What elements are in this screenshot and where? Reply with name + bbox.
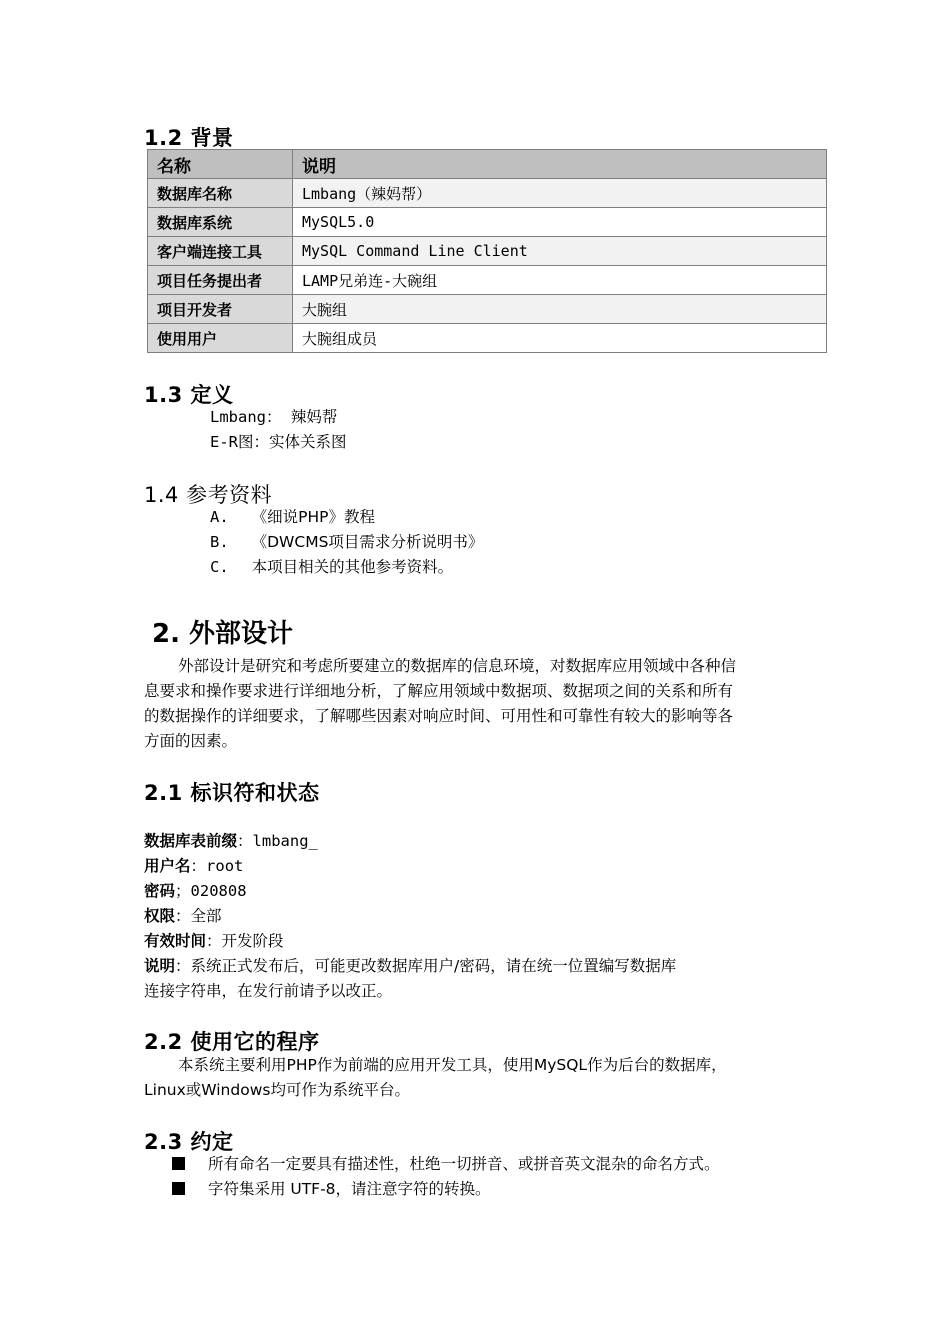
- section-heading-2-2: 2.2 使用它的程序: [144, 1030, 320, 1054]
- table-row: [148, 266, 827, 295]
- background-table: [147, 149, 827, 353]
- list-marker: B.: [210, 533, 229, 551]
- section-heading-2-3: 2.3 约定: [144, 1130, 234, 1154]
- section-heading-1-2: 1.2 背景: [144, 126, 234, 150]
- table-header-desc: 说明: [293, 150, 827, 179]
- list-marker: C.: [210, 558, 229, 576]
- field-separator: ：: [237, 832, 253, 850]
- field-label: 数据库表前缀: [144, 832, 238, 850]
- field-line: [144, 879, 247, 904]
- field-line: [144, 954, 676, 979]
- table-row: [148, 179, 827, 208]
- field-label: 密码: [144, 882, 176, 900]
- table-cell-key: 数据库名称: [148, 179, 293, 208]
- bullet-item: [172, 1177, 491, 1202]
- field-label: 用户名: [144, 857, 191, 875]
- list-marker: A.: [210, 508, 229, 526]
- field-line: [144, 854, 243, 879]
- table-cell-key: 项目开发者: [148, 295, 293, 324]
- reference-item: [210, 555, 453, 580]
- table-row: [148, 237, 827, 266]
- field-separator: ：: [175, 907, 191, 925]
- table-row: [148, 324, 827, 353]
- section-heading-1-4: 1.4 参考资料: [144, 483, 273, 507]
- field-value: 开发阶段: [221, 932, 284, 950]
- table-cell-key: 使用用户: [148, 324, 293, 353]
- paragraph-line: 的数据操作的详细要求，了解哪些因素对响应时间、可用性和可靠性有较大的影响等各: [144, 707, 734, 725]
- field-line: [144, 929, 284, 954]
- field-separator: ：: [190, 857, 207, 875]
- section-heading-1-3: 1.3 定义: [144, 383, 234, 407]
- bullet-text: 所有命名一定要具有描述性，杜绝一切拼音、或拼音英文混杂的命名方式。: [207, 1155, 720, 1173]
- field-line: [144, 904, 222, 929]
- table-cell-value: 大腕组: [293, 295, 827, 324]
- table-cell-key: 项目任务提出者: [148, 266, 293, 295]
- definition-line: E-R图：实体关系图: [210, 433, 347, 451]
- reference-item: [210, 505, 375, 530]
- field-label: 有效时间: [144, 932, 207, 950]
- reference-text: 《细说PHP》教程: [251, 508, 375, 526]
- table-cell-value: MySQL5.0: [293, 208, 827, 237]
- bullet-text: 字符集采用 UTF-8，请注意字符的转换。: [207, 1180, 491, 1198]
- table-row: [148, 208, 827, 237]
- square-bullet-icon: [172, 1182, 185, 1195]
- table-header-row: [148, 150, 827, 179]
- field-value: root: [206, 857, 244, 875]
- field-line: [144, 829, 318, 854]
- paragraph-line: 息要求和操作要求进行详细地分析，了解应用领域中数据项、数据项之间的关系和所有: [144, 682, 734, 700]
- square-bullet-icon: [172, 1157, 185, 1170]
- table-cell-key: 数据库系统: [148, 208, 293, 237]
- field-label: 权限: [144, 907, 176, 925]
- reference-text: 《DWCMS项目需求分析说明书》: [251, 533, 484, 551]
- field-value: 系统正式发布后，可能更改数据库用户/密码，请在统一位置编写数据库: [190, 957, 677, 975]
- table-cell-value: Lmbang（辣妈帮）: [293, 179, 827, 208]
- field-value: 全部: [190, 907, 222, 925]
- paragraph-line: 外部设计是研究和考虑所要建立的数据库的信息环境，对数据库应用领域中各种信: [178, 657, 737, 675]
- paragraph-line: 方面的因素。: [144, 732, 238, 750]
- field-separator: ；: [175, 882, 191, 900]
- table-cell-value: MySQL Command Line Client: [293, 237, 827, 266]
- field-separator: ：: [206, 932, 222, 950]
- chapter-heading-2: 2. 外部设计: [152, 619, 294, 649]
- field-separator: ：: [175, 957, 191, 975]
- table-cell-key: 客户端连接工具: [148, 237, 293, 266]
- table-cell-value: LAMP兄弟连-大碗组: [293, 266, 827, 295]
- table-header-name: 名称: [148, 150, 293, 179]
- paragraph-line: 本系统主要利用PHP作为前端的应用开发工具，使用MySQL作为后台的数据库，: [178, 1056, 727, 1074]
- field-continuation: 连接字符串，在发行前请予以改正。: [144, 982, 393, 1000]
- table-row: [148, 295, 827, 324]
- field-label: 说明: [144, 957, 176, 975]
- definition-line: Lmbang： 辣妈帮: [210, 408, 338, 426]
- bullet-item: [172, 1152, 719, 1177]
- field-value: 020808: [190, 882, 247, 900]
- reference-text: 本项目相关的其他参考资料。: [251, 558, 454, 576]
- reference-item: [210, 530, 483, 555]
- paragraph-line: Linux或Windows均可作为系统平台。: [144, 1081, 410, 1099]
- table-cell-value: 大腕组成员: [293, 324, 827, 353]
- section-heading-2-1: 2.1 标识符和状态: [144, 781, 320, 805]
- field-value: lmbang_: [252, 832, 318, 850]
